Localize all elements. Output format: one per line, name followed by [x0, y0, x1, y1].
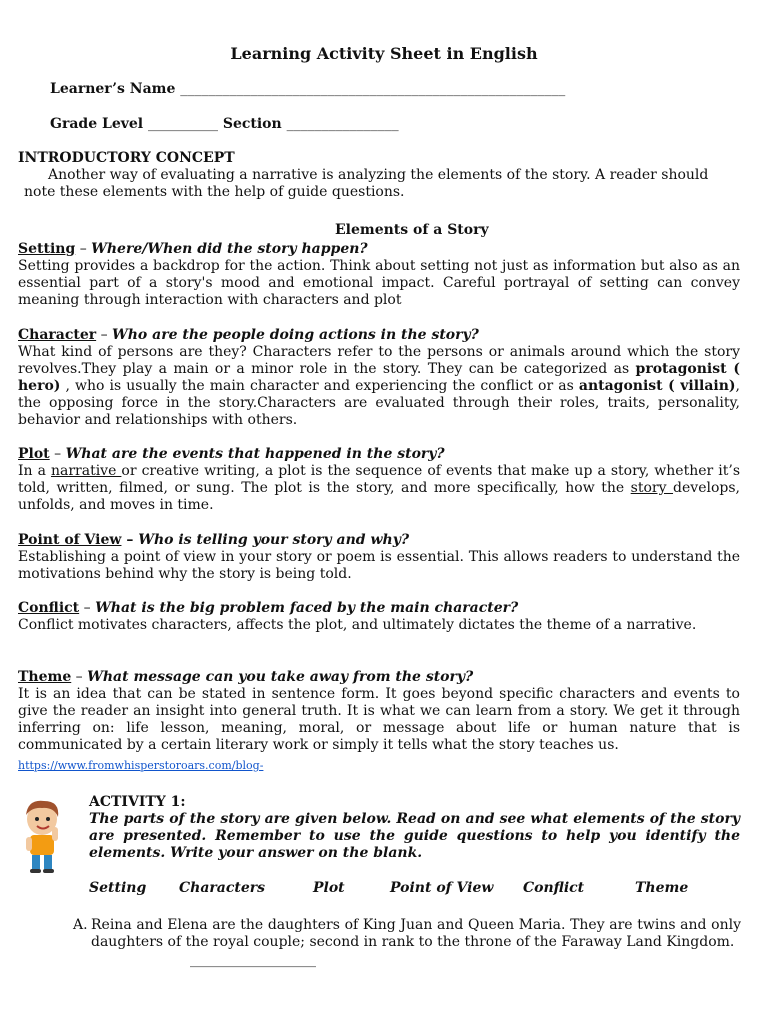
- plot-body: [18, 463, 740, 514]
- item-a-answer-blank[interactable]: __________________: [190, 952, 316, 968]
- plot-body-2: or creative writing, a plot is the sequence of events that make up a story, whether it’s told, written, filmed, or sung. The plot is the story, and more specifically, how the: [18, 463, 740, 496]
- character-question: Who are the people doing actions in the story?: [112, 327, 479, 343]
- page-title: Learning Activity Sheet in English: [230, 44, 538, 63]
- conflict-dash: –: [79, 600, 96, 616]
- source-link-row: [18, 754, 263, 773]
- intro-text: Another way of evaluating a narrative is analyzing the elements of the story. A reader should note these elements with the help of guide questions.: [24, 167, 709, 200]
- pov-heading: [18, 532, 409, 549]
- element-setting: Setting: [89, 880, 147, 896]
- conflict-question: What is the big problem faced by the main character?: [95, 600, 519, 616]
- elements-heading: Elements of a Story: [335, 222, 489, 238]
- grade-section-row: [50, 116, 399, 132]
- theme-body: It is an idea that can be stated in sentence form. It goes beyond specific characters and events to give the reader an insight into general truth. It is what we can learn from a story. We get it through inferring on: life lesson, meaning, moral, or message about life or human nature that is communicated by a certain literary work or simply it tells what the story teaches us.: [18, 686, 740, 753]
- plot-body-1: In a: [18, 463, 51, 479]
- theme-question: What message can you take away from the story?: [87, 669, 474, 685]
- pov-term: Point of View: [18, 532, 122, 548]
- antagonist-term: antagonist ( villain): [578, 378, 736, 394]
- theme-heading: [18, 669, 473, 686]
- plot-heading: [18, 446, 445, 463]
- character-body: [18, 344, 740, 429]
- character-dash: –: [96, 327, 113, 343]
- protagonist-term: protagonist ( hero): [18, 361, 740, 394]
- plot-question: What are the events that happened in the story?: [65, 446, 445, 462]
- learner-name-row: [50, 81, 565, 97]
- character-term: Character: [18, 327, 97, 343]
- setting-question: Where/When did the story happen?: [91, 241, 368, 257]
- conflict-term: Conflict: [18, 600, 80, 616]
- pov-body: Establishing a point of view in your story or poem is essential. This allows readers to understand the motivations behind why the story is being told.: [18, 549, 740, 582]
- plot-body-3: develops, unfolds, and moves in time.: [18, 480, 740, 513]
- setting-body: Setting provides a backdrop for the action. Think about setting not just as information but also as an essential part of a story's mood and emotional impact. Careful portrayal of setting can convey meaning through interaction with characters and plot: [18, 258, 740, 308]
- character-heading: [18, 327, 479, 344]
- grade-level-label: Grade Level: [50, 116, 144, 132]
- pov-dash: –: [121, 532, 139, 548]
- learner-name-line[interactable]: _______________________________________________________: [180, 81, 566, 97]
- section-line[interactable]: ________________: [286, 116, 399, 132]
- character-body-3: , the opposing force in the story.Characters are evaluated through their roles, traits, personality, behavior and relationships with others.: [18, 378, 740, 428]
- item-a-text: Reina and Elena are the daughters of King Juan and Queen Maria. They are twins and only daughters of the royal couple; second in rank to the throne of the Faraway Land Kingdom.: [91, 917, 741, 950]
- theme-term: Theme: [18, 669, 72, 685]
- character-body-1: What kind of persons are they? Characters refer to the persons or animals around which the story revolves.They play a main or a minor role in the story. They can be categorized as: [18, 344, 740, 377]
- item-a-label: A.: [73, 917, 88, 933]
- plot-term: Plot: [18, 446, 50, 462]
- element-point-of-view: Point of View: [390, 880, 494, 896]
- plot-dash: –: [49, 446, 66, 462]
- setting-heading: [18, 241, 368, 258]
- student-illustration: [10, 795, 76, 875]
- learner-name-label: Learner’s Name: [50, 81, 176, 97]
- source-link[interactable]: https://www.fromwhisperstoroars.com/blog-: [18, 759, 264, 772]
- theme-dash: –: [71, 669, 88, 685]
- activity-heading: ACTIVITY 1:: [89, 794, 186, 810]
- grade-level-line[interactable]: __________: [147, 116, 218, 132]
- element-characters: Characters: [179, 880, 265, 896]
- narrative-word: narrative: [50, 463, 122, 479]
- setting-term: Setting: [18, 241, 76, 257]
- activity-instructions: The parts of the story are given below. Read on and see what elements of the story are presented. Remember to use the guide questions to help you identify the elements. Write your answer on the blank.: [89, 811, 740, 861]
- element-plot: Plot: [313, 880, 345, 896]
- section-label: Section: [222, 116, 282, 132]
- conflict-heading: [18, 600, 518, 617]
- element-theme: Theme: [635, 880, 689, 896]
- character-body-2: , who is usually the main character and experiencing the conflict or as: [60, 378, 579, 394]
- setting-dash: –: [75, 241, 92, 257]
- element-conflict: Conflict: [523, 880, 585, 896]
- conflict-body: Conflict motivates characters, affects the plot, and ultimately dictates the theme of a narrative.: [18, 617, 697, 633]
- story-word: story: [630, 480, 674, 496]
- intro-heading: INTRODUCTORY CONCEPT: [18, 150, 235, 166]
- pov-question: Who is telling your story and why?: [138, 532, 410, 548]
